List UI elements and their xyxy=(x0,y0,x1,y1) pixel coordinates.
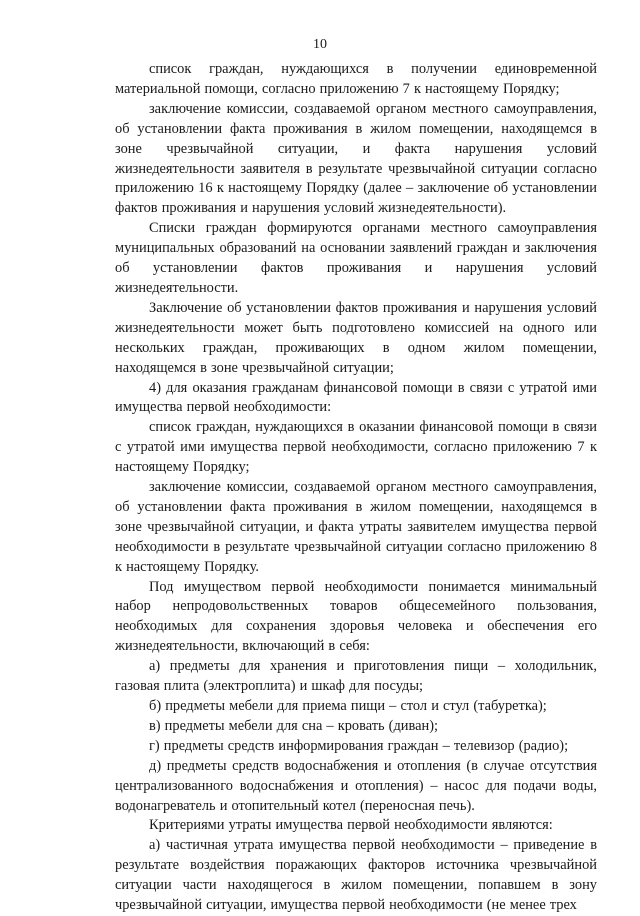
paragraph: список граждан, нуждающихся в получении единовременной материальной помощи, согласно приложению 7 к настоящему Порядку; xyxy=(115,61,597,97)
paragraph: Списки граждан формируются органами местного самоуправления муниципальных образований на основании заявлений граждан и заключения об установлении фактов проживания и нарушения условий жизнедеятельности. xyxy=(115,220,597,296)
paragraph: заключение комиссии, создаваемой органом местного самоуправления, об установлении факта проживания в жилом помещении, находящемся в зоне чрезвычайной ситуации, и факта утраты заявителем имущества первой необходимости в результате чрезвычайной ситуации согласно приложению 8 к настоящему Порядку. xyxy=(115,479,597,575)
list-item: в) предметы мебели для сна – кровать (диван); xyxy=(149,717,438,734)
page-body xyxy=(115,60,597,916)
paragraph: Под имуществом первой необходимости понимается минимальный набор непродовольственных товаров общесемейного пользования, необходимых для сохранения здоровья человека и обеспечения его жизнедеятельности, включающий в себя: xyxy=(115,578,597,655)
paragraph: заключение комиссии, создаваемой органом местного самоуправления, об установлении факта проживания в жилом помещении, находящемся в зоне чрезвычайной ситуации, и факта нарушения условий жизнедеятельности заявителя в результате чрезвычайной ситуации согласно приложению 16 к настоящему Порядку (далее – заключение об установлении фактов проживания и нарушения условий жизнедеятельности). xyxy=(115,100,597,217)
list-item: а) частичная утрата имущества первой необходимости – приведение в результате воздействия поражающих факторов источника чрезвычайной ситуации части находящегося в жилом помещении, попавшем в зону чрезвычайной ситуации, имущества первой необходимости (не менее трех xyxy=(115,837,597,914)
list-item: б) предметы мебели для приема пищи – стол и стул (табуретка); xyxy=(149,698,547,714)
list-item: г) предметы средств информирования граждан – телевизор (радио); xyxy=(149,737,569,754)
paragraph: Заключение об установлении фактов проживания и нарушения условий жизнедеятельности может быть подготовлено комиссией на одного или нескольких граждан, проживающих в одном жилом помещении, находящемся в зоне чрезвычайной ситуации; xyxy=(115,299,597,376)
list-item: а) предметы для хранения и приготовления пищи – холодильник, газовая плита (электроплита) и шкаф для посуды; xyxy=(115,658,597,695)
paragraph: Критериями утраты имущества первой необходимости являются: xyxy=(149,817,553,834)
list-item: д) предметы средств водоснабжения и отопления (в случае отсутствия централизованного водоснабжения и отопления) – насос для подачи воды, водонагреватель и отопительный котел (переносная печь). xyxy=(115,757,597,814)
paragraph: 4) для оказания гражданам финансовой помощи в связи с утратой ими имущества первой необходимости: xyxy=(115,379,597,416)
paragraph: список граждан, нуждающихся в оказании финансовой помощи в связи с утратой ими имущества первой необходимости, согласно приложению 7 к настоящему Порядку; xyxy=(115,419,597,476)
page-number: 10 xyxy=(313,37,327,52)
